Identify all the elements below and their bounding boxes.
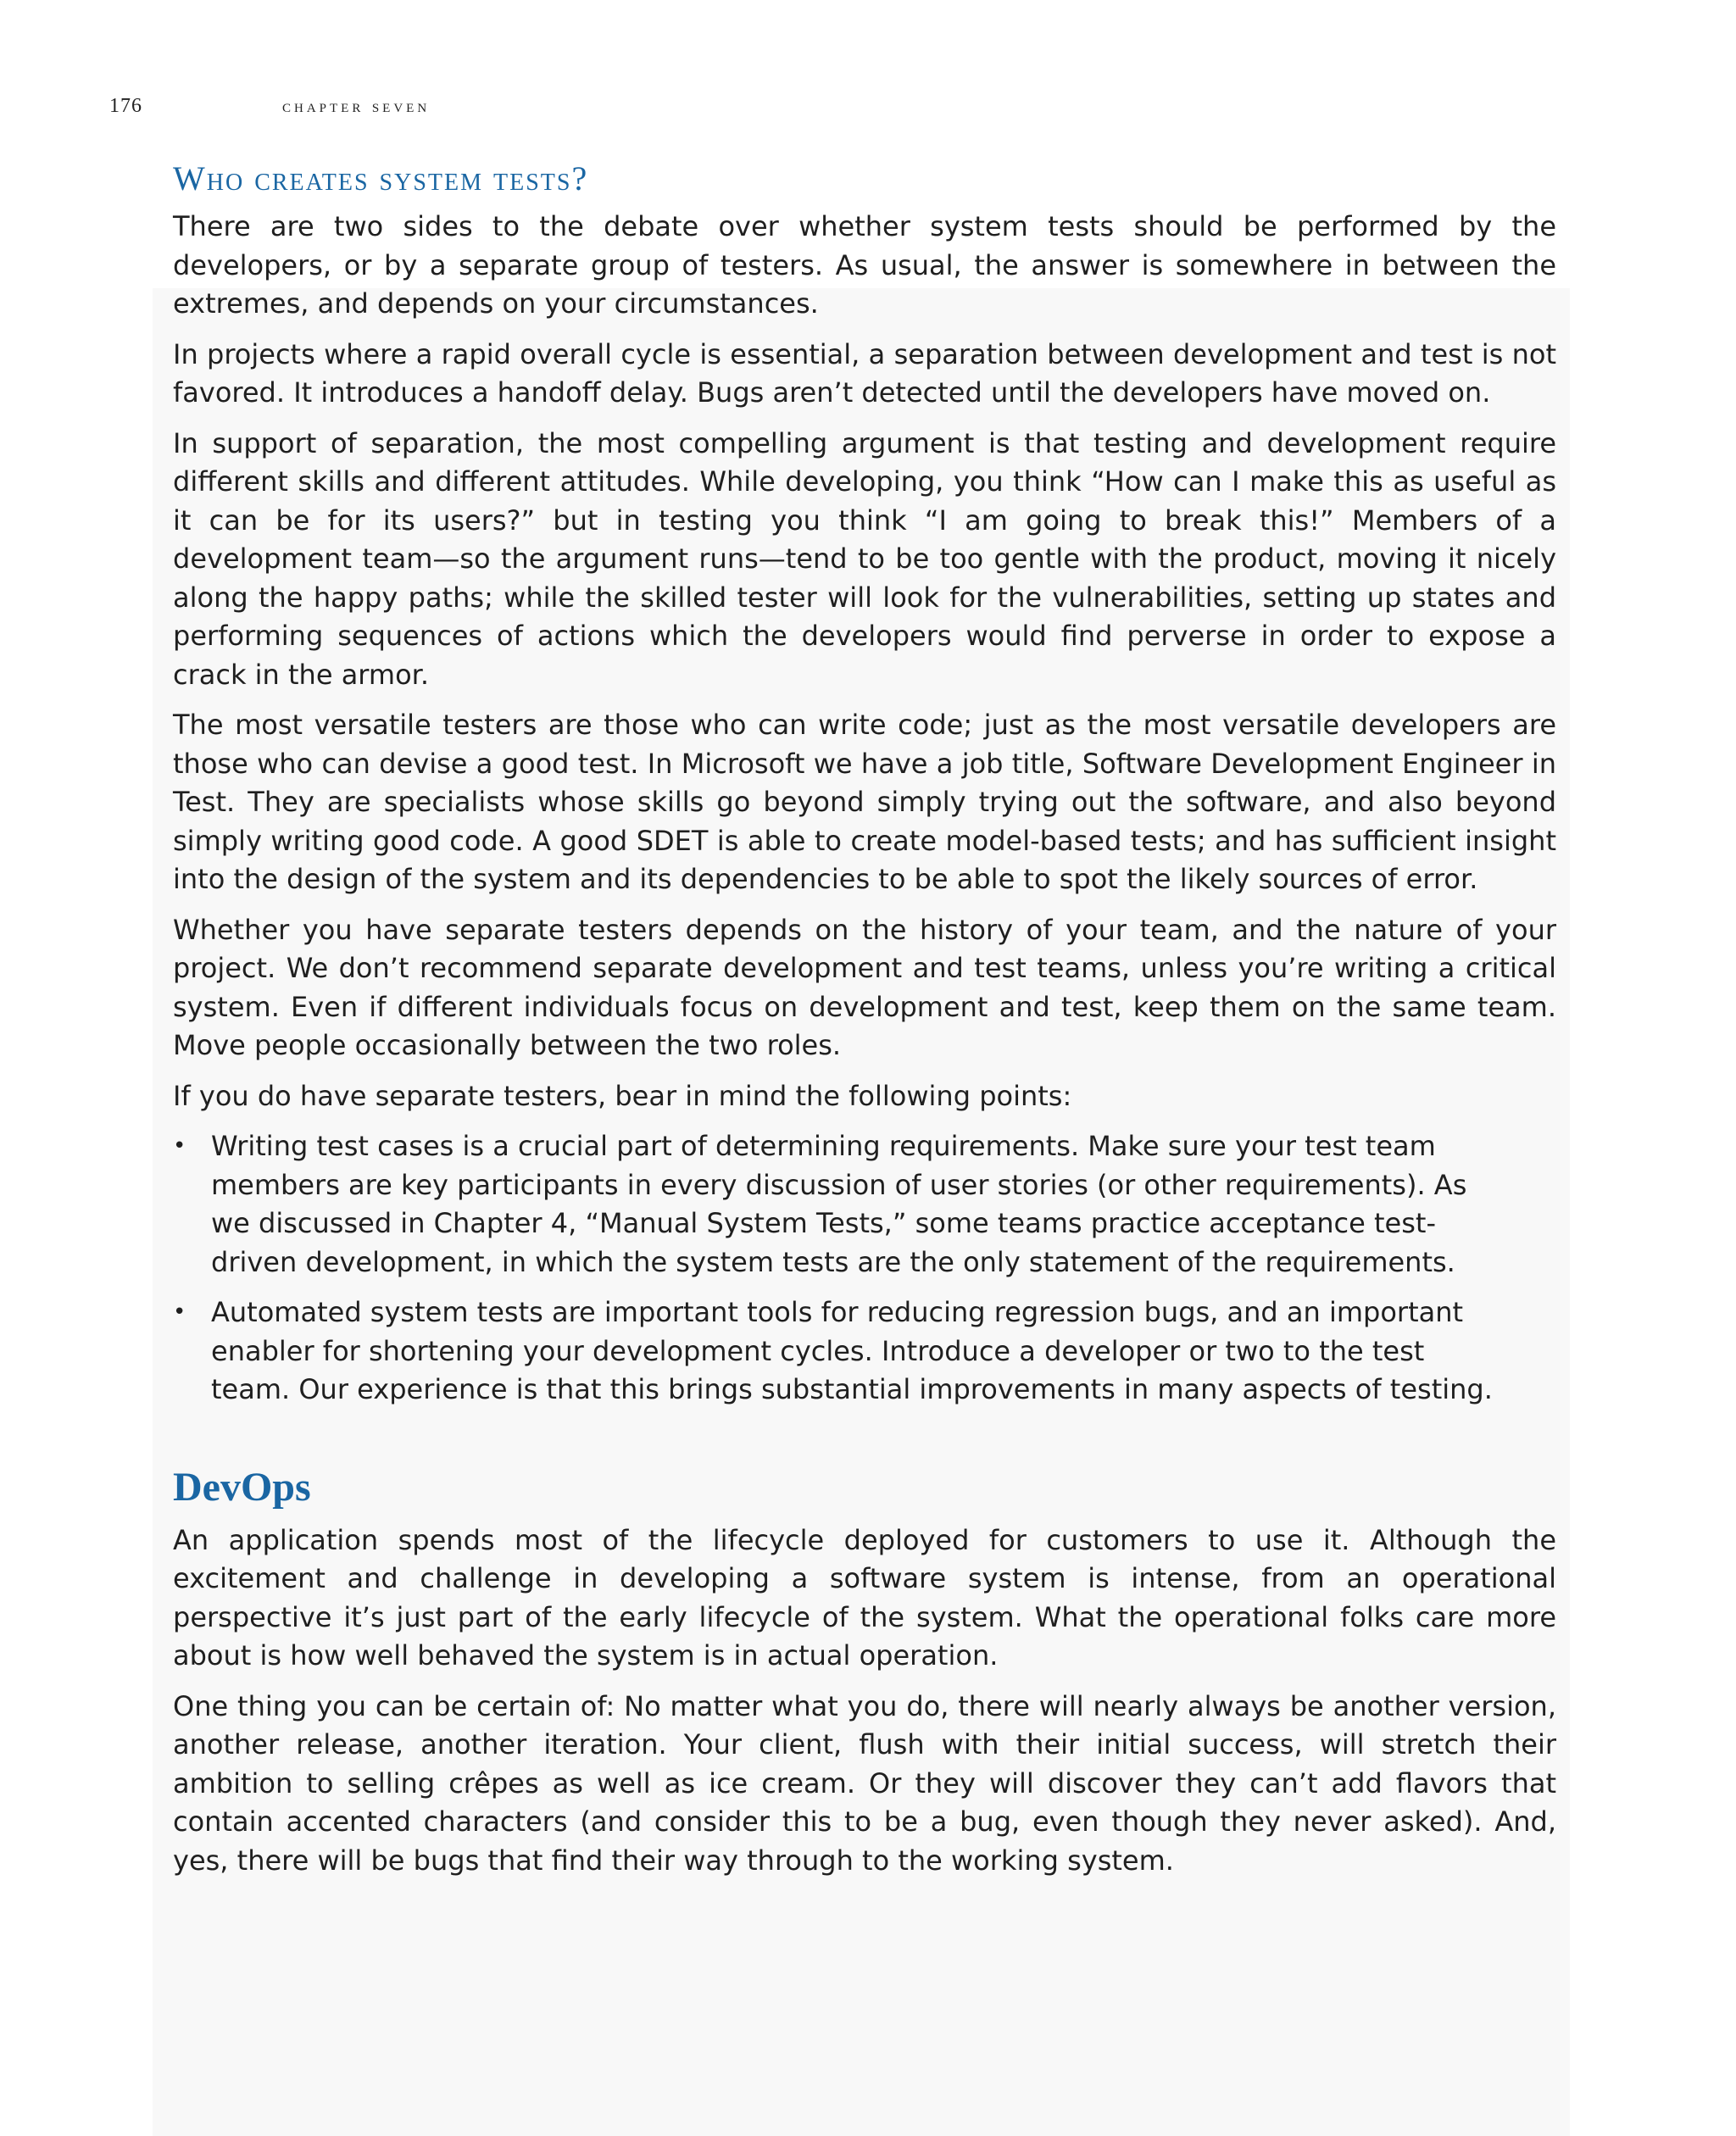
paragraph: In projects where a rapid overall cycle is essential, a separation between development and test is not favored. It introduces a handoff delay. Bugs aren’t detected until the developers have moved on.: [173, 337, 1556, 409]
paragraph: In support of separation, the most compelling argument is that testing and development require different skills and different attitudes. While developing, you think “How can I make this as useful as it can be for its users?” but in testing you think “I am going to break this!” Members of a development team—so the argument runs—tend to be too gentle with the product, moving it nicely along the happy paths; while the skilled tester will look for the vulnerabilities, setting up states and performing sequences of actions which the developers would find perverse in order to expose a crack in the armor.: [173, 426, 1556, 691]
page-number: 176: [109, 95, 142, 117]
paragraph: There are two sides to the debate over whether system tests should be performed by the developers, or by a separate group of testers. As usual, the answer is somewhere in between the extremes, and depends on your circumstances.: [173, 210, 1556, 320]
paragraph: Whether you have separate testers depends on the history of your team, and the nature of your project. We don’t recommend separate development and test teams, unless you’re writing a critical system. Even if different individuals focus on development and test, keep them on the same team. Move people occasionally between the two roles.: [173, 913, 1556, 1061]
paragraph: If you do have separate testers, bear in mind the following points:: [173, 1079, 1072, 1112]
paragraph: An application spends most of the lifecycle deployed for customers to use it. Although the excitement and challenge in developing a software system is intense, from an operational perspective it’s just part of the early lifecycle of the system. What the operational folks care more about is how well behaved the system is in actual operation.: [173, 1523, 1556, 1672]
list-item: [173, 1127, 1556, 1282]
list-item: [173, 1293, 1556, 1410]
list-item-text: Automated system tests are important tools for reducing regression bugs, and an important enabler for shortening your development cycles. Introduce a developer or two to the test team. Our experience is that this brings substantial improvements in many aspects of testing.: [211, 1296, 1493, 1405]
section-heading-who-creates-system-tests: Who creates system tests?: [173, 159, 589, 197]
paragraph: The most versatile testers are those who can write code; just as the most versatile developers are those who can devise a good test. In Microsoft we have a job title, Software Development Engineer in Test. They are specialists whose skills go beyond simply trying out the software, and also beyond simply writing good code. A good SDET is able to create model-based tests; and has sufficient insight into the design of the system and its dependencies to be able to spot the likely sources of error.: [173, 709, 1556, 895]
bullet-icon: •: [173, 1133, 186, 1159]
page-content: [173, 155, 1556, 1892]
section-heading-devops: DevOps: [173, 1464, 311, 1510]
bullet-icon: •: [173, 1299, 186, 1325]
chapter-running-head: chapter seven: [282, 95, 431, 116]
bullet-list: [173, 1127, 1556, 1410]
paragraph: One thing you can be certain of: No matter what you do, there will nearly always be another version, another release, another iteration. Your client, flush with their initial success, will stretch their ambition to selling crêpes as well as ice cream. Or they will discover they can’t add flavors that contain accented characters (and consider this to be a bug, even though they never asked). And, yes, there will be bugs that find their way through to the working system.: [173, 1689, 1556, 1877]
list-item-text: Writing test cases is a crucial part of determining requirements. Make sure your test team members are key participants in every discussion of user stories (or other requirements). As we discussed in Chapter 4, “Manual System Tests,” some teams practice acceptance test-driven development, in which the system tests are the only statement of the requirements.: [211, 1130, 1467, 1278]
